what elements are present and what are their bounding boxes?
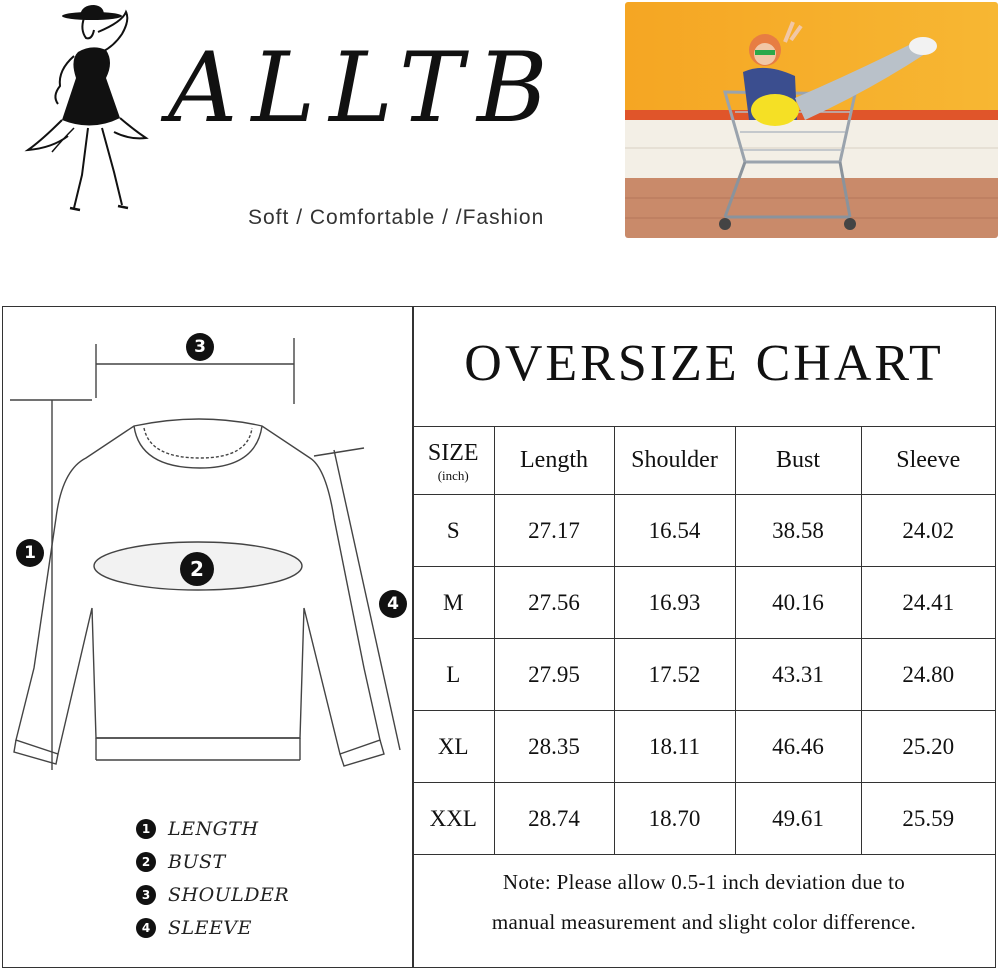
- cell-length: 28.35: [494, 711, 614, 783]
- cell-sleeve: 25.20: [861, 711, 995, 783]
- cell-bust: 40.16: [735, 567, 861, 639]
- cell-bust: 43.31: [735, 639, 861, 711]
- cell-shoulder: 17.52: [614, 639, 735, 711]
- note-line-1: Note: Please allow 0.5-1 inch deviation due to: [502, 870, 906, 894]
- cell-size: S: [413, 495, 494, 567]
- table-row: [413, 495, 995, 567]
- column-header-size: [413, 427, 494, 495]
- cell-length: 27.17: [494, 495, 614, 567]
- cell-size: M: [413, 567, 494, 639]
- column-header-sleeve: Sleeve: [861, 427, 995, 495]
- measurement-legend: [136, 812, 289, 944]
- legend-item: [136, 845, 289, 878]
- marker-1-length: 1: [16, 539, 44, 567]
- legend-number: 4: [136, 918, 156, 938]
- cell-size: XL: [413, 711, 494, 783]
- cell-length: 28.74: [494, 783, 614, 855]
- cell-length: 27.95: [494, 639, 614, 711]
- deviation-note: [414, 862, 994, 942]
- table-row: [413, 567, 995, 639]
- cell-size: L: [413, 639, 494, 711]
- legend-item: [136, 878, 289, 911]
- cell-bust: 49.61: [735, 783, 861, 855]
- column-header-bust: Bust: [735, 427, 861, 495]
- fashion-figure-logo: [22, 0, 152, 215]
- brand-tagline: Soft / Comfortable / /Fashion: [248, 206, 545, 229]
- cell-sleeve: 25.59: [861, 783, 995, 855]
- cell-shoulder: 18.11: [614, 711, 735, 783]
- cell-size: XXL: [413, 783, 494, 855]
- cell-shoulder: 18.70: [614, 783, 735, 855]
- marker-2-bust: 2: [180, 552, 214, 586]
- table-row: [413, 639, 995, 711]
- size-table: [413, 426, 995, 855]
- cell-sleeve: 24.02: [861, 495, 995, 567]
- legend-label: BUST: [168, 850, 226, 873]
- legend-number: 3: [136, 885, 156, 905]
- legend-number: 2: [136, 852, 156, 872]
- note-line-2: manual measurement and slight color difference.: [491, 910, 917, 934]
- brand-logo-text: ALLTB: [168, 32, 562, 144]
- cell-bust: 46.46: [735, 711, 861, 783]
- cell-shoulder: 16.54: [614, 495, 735, 567]
- column-header-shoulder: Shoulder: [614, 427, 735, 495]
- sweater-diagram: [4, 308, 410, 778]
- legend-number: 1: [136, 819, 156, 839]
- model-photo: [625, 2, 998, 238]
- legend-label: SHOULDER: [168, 883, 290, 906]
- column-header-length: Length: [494, 427, 614, 495]
- cell-sleeve: 24.41: [861, 567, 995, 639]
- size-header-label: SIZE: [427, 439, 479, 466]
- legend-label: LENGTH: [168, 817, 259, 840]
- marker-3-shoulder: 3: [186, 333, 214, 361]
- table-header-row: [413, 427, 995, 495]
- legend-item: [136, 911, 289, 944]
- cell-shoulder: 16.93: [614, 567, 735, 639]
- table-row: [413, 783, 995, 855]
- marker-4-sleeve: 4: [379, 590, 407, 618]
- cell-bust: 38.58: [735, 495, 861, 567]
- chart-title: OVERSIZE CHART: [464, 335, 944, 392]
- cell-sleeve: 24.80: [861, 639, 995, 711]
- unit-label: (inch): [437, 467, 469, 483]
- legend-item: [136, 812, 289, 845]
- cell-length: 27.56: [494, 567, 614, 639]
- legend-label: SLEEVE: [168, 916, 252, 939]
- table-row: [413, 711, 995, 783]
